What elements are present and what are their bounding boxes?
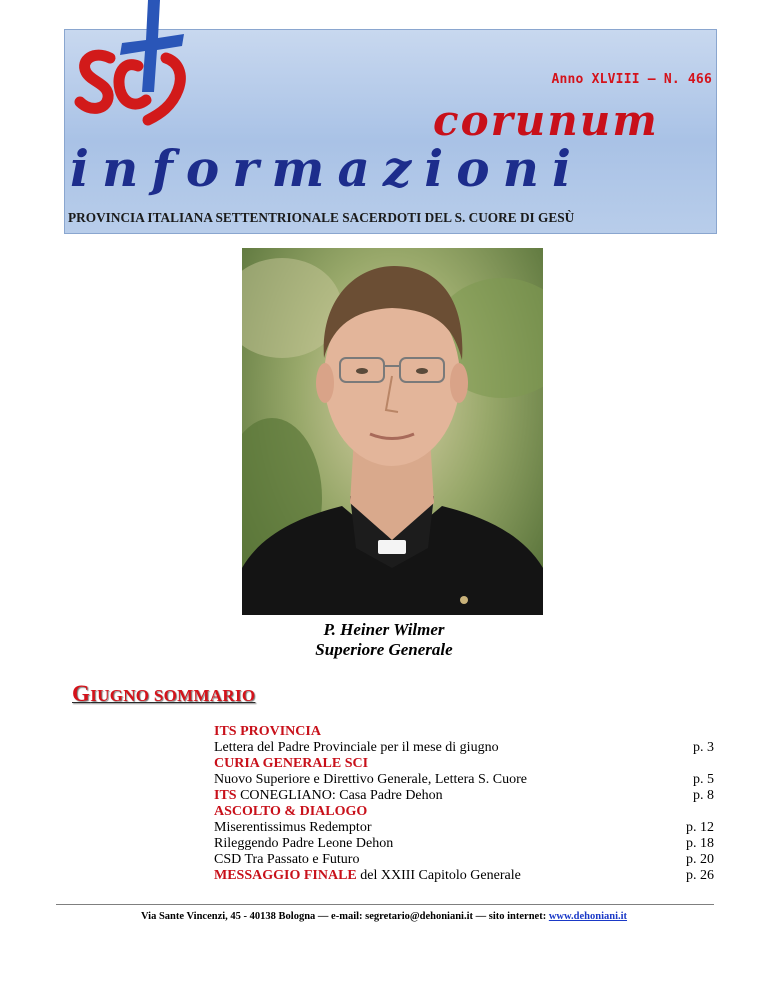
toc-entry-title: Rileggendo Padre Leone Dehon [214, 836, 394, 851]
caption-name: P. Heiner Wilmer [323, 620, 445, 639]
masthead-informazioni: informazioni [70, 139, 584, 198]
caption-role: Superiore Generale [315, 640, 453, 659]
footer [0, 911, 768, 922]
toc-entry[interactable] [214, 740, 714, 756]
footer-divider [56, 904, 714, 905]
masthead-corunum: corunum [433, 96, 659, 145]
toc-entry-title: Lettera del Padre Provinciale per il mese di giugno [214, 740, 499, 755]
toc-entry-title: CSD Tra Passato e Futuro [214, 852, 360, 867]
issue-number: Anno XLVIII – N. 466 [551, 72, 712, 87]
toc-entry-title: CONEGLIANO: Casa Padre Dehon [240, 788, 443, 803]
toc-section-label: ITS PROVINCIA [214, 724, 321, 739]
toc-entry[interactable] [214, 868, 714, 884]
toc-entry-title: Nuovo Superiore e Direttivo Generale, Lettera S. Cuore [214, 772, 527, 787]
sommario-title-initial: G [72, 681, 91, 706]
toc-entry-title: Miserentissimus Redemptor [214, 820, 372, 835]
toc-entry-prefix: ITS [214, 788, 237, 803]
scj-cross-heart-logo-icon [64, 0, 204, 140]
sommario-title-rest: IUGNO SOMMARIO [90, 686, 256, 705]
toc-entry[interactable] [214, 820, 714, 836]
toc-section [214, 804, 714, 820]
toc-entry[interactable] [214, 788, 714, 804]
footer-address: Via Sante Vincenzi, 45 - 40138 Bologna — e-mail: segretario@dehoniani.it — sito internet: [140, 911, 547, 922]
toc-entry[interactable] [214, 836, 714, 852]
table-of-contents [214, 724, 714, 884]
toc-entry-page: p. 18 [686, 836, 714, 851]
toc-entry-prefix: MESSAGGIO FINALE [214, 868, 357, 883]
portrait-photo [242, 248, 543, 615]
toc-entry-title: del XXIII Capitolo Generale [360, 868, 521, 883]
toc-section [214, 756, 714, 772]
toc-section-label: CURIA GENERALE SCI [214, 756, 369, 771]
toc-entry[interactable] [214, 772, 714, 788]
toc-entry-page: p. 12 [686, 820, 714, 835]
masthead-subtitle: PROVINCIA ITALIANA SETTENTRIONALE SACERDOTI DEL S. CUORE DI GESÙ [68, 210, 575, 225]
toc-section [214, 724, 714, 740]
toc-entry-page: p. 20 [686, 852, 714, 867]
toc-section-label: ASCOLTO & DIALOGO [214, 804, 368, 819]
toc-entry[interactable] [214, 852, 714, 868]
photo-caption [0, 620, 768, 660]
toc-entry-page: p. 8 [693, 788, 714, 803]
toc-entry-page: p. 5 [693, 772, 714, 787]
toc-entry-page: p. 3 [693, 740, 714, 755]
footer-website-link[interactable]: www.dehoniani.it [548, 911, 628, 922]
toc-entry-page: p. 26 [686, 868, 714, 883]
sommario-title [72, 681, 255, 707]
